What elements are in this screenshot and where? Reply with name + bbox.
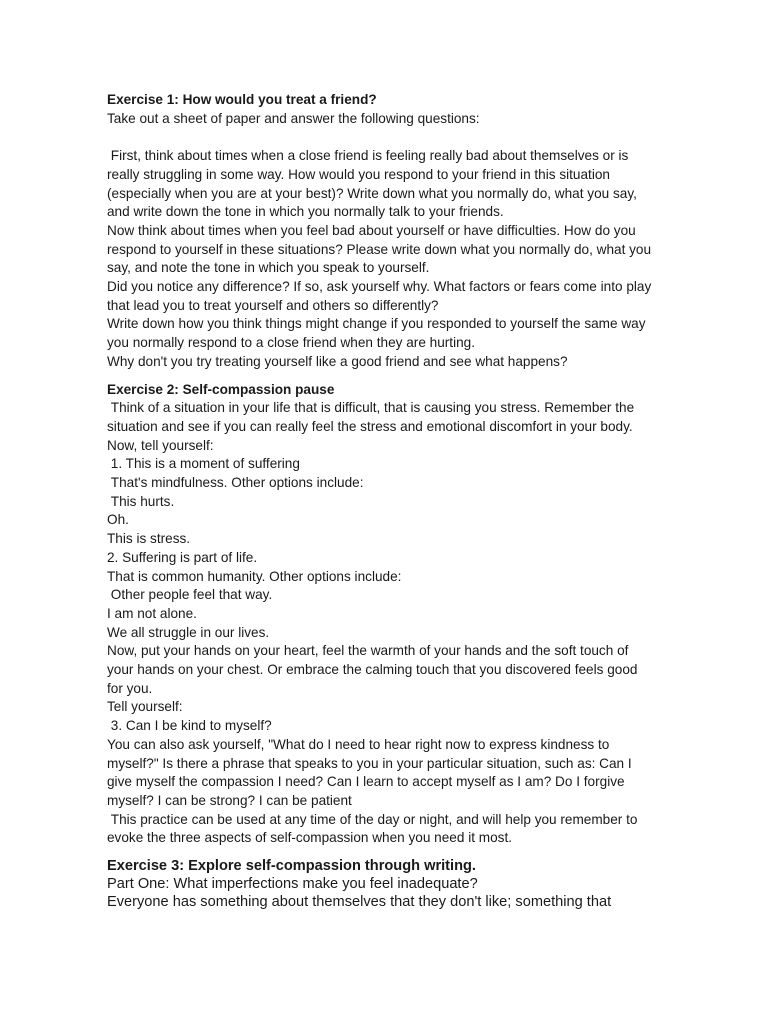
exercise-2-line: This is stress.	[107, 531, 191, 547]
exercise-2-line: situation and see if you can really feel the stress and emotional discomfort in your body.	[107, 418, 633, 434]
exercise-2-line: We all struggle in our lives.	[107, 624, 270, 640]
exercise-1-line: Now think about times when you feel bad about yourself or have difficulties. How do you	[107, 222, 636, 238]
exercise-3-line: Part One: What imperfections make you feel inadequate?	[107, 876, 478, 893]
exercise-2-line: You can also ask yourself, "What do I need to hear right now to express kindness to	[107, 736, 610, 752]
exercise-1-line: respond to yourself in these situations? Please write down what you normally do, what you	[107, 241, 652, 257]
exercise-1-line: that lead you to treat yourself and others so differently?	[107, 297, 439, 313]
exercise-1-line: Why don't you try treating yourself like a good friend and see what happens?	[107, 353, 568, 369]
exercise-2-line: That's mindfulness. Other options include:	[107, 475, 364, 491]
exercise-1-title: Exercise 1: How would you treat a friend?	[107, 92, 377, 107]
paragraph-spacer	[107, 128, 667, 147]
exercise-1-intro: Take out a sheet of paper and answer the following questions:	[107, 110, 480, 126]
exercise-1-line: and write down the tone in which you normally talk to your friends.	[107, 204, 504, 220]
exercise-2-line: 1. This is a moment of suffering	[107, 456, 300, 472]
exercise-2-line: Now, put your hands on your heart, feel the warmth of your hands and the soft touch of	[107, 643, 629, 659]
exercise-2-title: Exercise 2: Self-compassion pause	[107, 381, 335, 397]
exercise-3-line: Everyone has something about themselves that they don't like; something that	[107, 894, 612, 911]
exercise-2-line: your hands on your chest. Or embrace the calming touch that you discovered feels good	[107, 662, 638, 678]
exercise-2-line: Oh.	[107, 512, 129, 528]
exercise-1-line: Did you notice any difference? If so, ask yourself why. What factors or fears come into play	[107, 279, 652, 295]
exercise-1-line: (especially when you are at your best)? Write down what you normally do, what you say,	[107, 185, 637, 201]
exercise-2-line: Think of a situation in your life that is difficult, that is causing you stress. Remember the	[107, 400, 635, 416]
exercise-2-line: give myself the compassion I need? Can I learn to accept myself as I am? Do I forgive	[107, 774, 625, 790]
exercise-2-line: 3. Can I be kind to myself?	[107, 718, 272, 734]
exercise-2-section	[107, 381, 667, 849]
exercise-2-line: That is common humanity. Other options include:	[107, 568, 402, 584]
exercise-2-line: 2. Suffering is part of life.	[107, 549, 258, 565]
exercise-1-section	[107, 91, 667, 372]
exercise-2-line: evoke the three aspects of self-compassion when you need it most.	[107, 830, 513, 846]
exercise-2-line: myself?" Is there a phrase that speaks to you in your particular situation, such as: Can I	[107, 755, 632, 771]
exercise-3-section	[107, 857, 667, 911]
exercise-3-title: Exercise 3: Explore self-compassion through writing.	[107, 858, 476, 875]
exercise-2-line: This hurts.	[107, 493, 175, 509]
exercise-1-line: First, think about times when a close friend is feeling really bad about themselves or is	[107, 148, 629, 164]
exercise-1-line: really struggling in some way. How would you respond to your friend in this situation	[107, 166, 610, 182]
section-gap	[107, 848, 667, 857]
exercise-2-line: myself? I can be strong? I can be patient	[107, 793, 352, 808]
exercise-2-line: This practice can be used at any time of the day or night, and will help you remember to	[107, 811, 638, 827]
exercise-2-line: Other people feel that way.	[107, 587, 273, 603]
document-body	[107, 91, 667, 911]
exercise-2-line: for you.	[107, 680, 153, 696]
exercise-1-line: say, and note the tone in which you speak to yourself.	[107, 260, 430, 276]
exercise-2-line: Now, tell yourself:	[107, 437, 214, 453]
exercise-2-line: Tell yourself:	[107, 699, 183, 715]
exercise-1-line: Write down how you think things might change if you responded to yourself the same way	[107, 316, 646, 332]
section-gap	[107, 372, 667, 381]
exercise-1-line: you normally respond to a close friend when they are hurting.	[107, 335, 475, 351]
exercise-2-line: I am not alone.	[107, 605, 197, 621]
